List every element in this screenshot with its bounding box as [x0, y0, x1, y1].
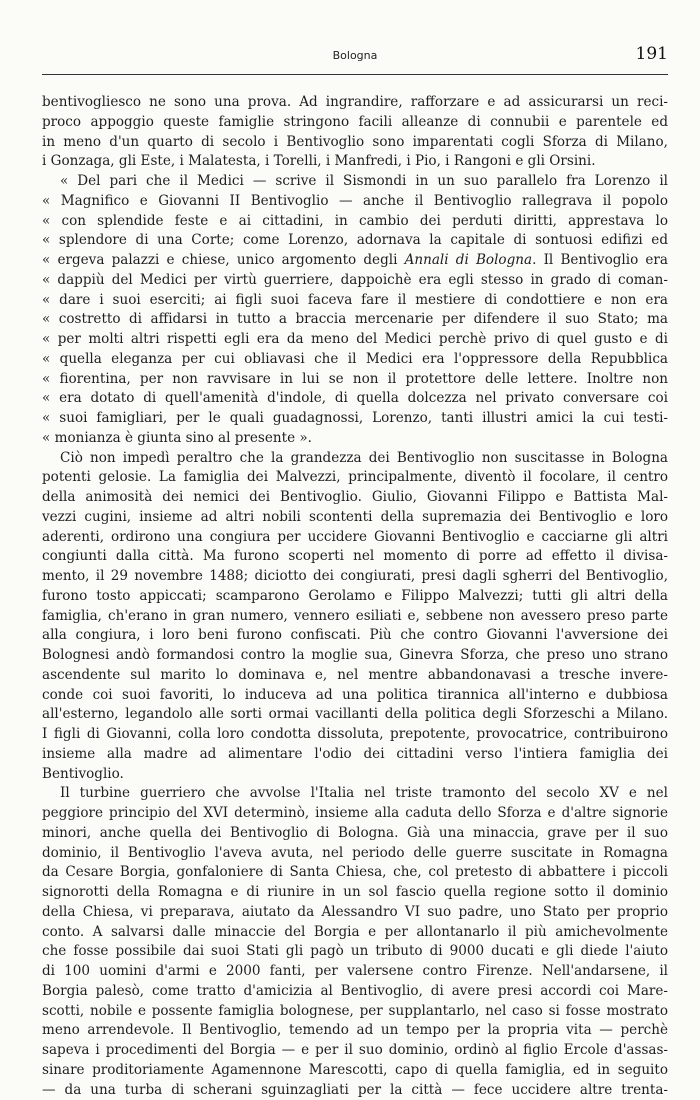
body-text: [42, 93, 668, 1100]
text-line: di 100 uomini d'armi e 2000 fanti, per valersene contro Firenze. Nell'andarsene, il: [42, 962, 668, 982]
text-line: conde coi suoi favoriti, lo induceva ad una politica tirannica all'interno e dubbiosa: [42, 686, 668, 706]
text-line: Borgia palesò, come tratto d'amicizia al Bentivoglio, di avere presi accordi coi Mare-: [42, 982, 668, 1002]
header-rule: [42, 74, 668, 75]
text-line: dominio, il Bentivoglio l'aveva avuta, nel periodo delle guerre suscitate in Romagna: [42, 844, 668, 864]
text-line: « quella eleganza per cui obliavasi che il Medici era l'oppressore della Repubblica: [42, 350, 668, 370]
text-line: « suoi famigliari, per le quali guadagnossi, Lorenzo, tanti illustri amici la cui testi-: [42, 409, 668, 429]
text-line: meno arrendevole. Il Bentivoglio, temendo ad un tempo per la propria vita — perchè: [42, 1021, 668, 1041]
page-number: 191: [636, 44, 668, 64]
text-line: Il turbine guerriero che avvolse l'Italia nel triste tramonto del secolo XV e nel: [42, 784, 668, 804]
text-line: « dare i suoi eserciti; ai figli suoi faceva fare il mestiere di condottiere e non era: [42, 291, 668, 311]
text-line: furono tosto appiccati; scamparono Gerolamo e Filippo Malvezzi; tutti gli altri della: [42, 587, 668, 607]
text-line: « ergeva palazzi e chiese, unico argomento degli Annali di Bologna. Il Bentivoglio era: [42, 251, 668, 271]
text-line: scotti, nobile e possente famiglia bolognese, per supplantarlo, nel caso si fosse mostrato: [42, 1002, 668, 1022]
text-line: — da una turba di scherani sguinzagliati per la città — fece uccidere altre trenta-: [42, 1081, 668, 1100]
text-line: « Magnifico e Giovanni II Bentivoglio — anche il Bentivoglio rallegrava il popolo: [42, 192, 668, 212]
text-line: della animosità dei nemici dei Bentivoglio. Giulio, Giovanni Filippo e Battista Mal-: [42, 488, 668, 508]
text-line: « con splendide feste e ai cittadini, in cambio dei perduti diritti, apprestava lo: [42, 212, 668, 232]
text-line: potenti gelosie. La famiglia dei Malvezzi, principalmente, diventò il focolare, il centro: [42, 468, 668, 488]
text-line: in meno d'un quarto di secolo i Bentivoglio sono imparentati cogli Sforza di Milano,: [42, 133, 668, 153]
page-header: [42, 44, 668, 70]
text-line: i Gonzaga, gli Este, i Malatesta, i Torelli, i Manfredi, i Pio, i Rangoni e gli Orsini.: [42, 152, 668, 172]
text-line: conto. A salvarsi dalle minaccie del Borgia e per allontanarlo il più amichevolmente: [42, 923, 668, 943]
text-line: bentivogliesco ne sono una prova. Ad ingrandire, rafforzare e ad assicurarsi un reci-: [42, 93, 668, 113]
text-line: Bolognesi andò formandosi contro la moglie sua, Ginevra Sforza, che preso uno strano: [42, 646, 668, 666]
text-line: che fosse possibile dai suoi Stati gli pagò un tributo di 9000 ducati e gli diede l'aiuto: [42, 942, 668, 962]
running-title: Bologna: [42, 49, 668, 62]
text-line: Bentivoglio.: [42, 765, 668, 785]
text-line: della Chiesa, vi preparava, aiutato da Alessandro VI suo padre, uno Stato per proprio: [42, 903, 668, 923]
text-line: sinare proditoriamente Agamennone Marescotti, capo di quella famiglia, ed in seguito: [42, 1061, 668, 1081]
text-line: « dappiù del Medici per virtù guerriere, dappoichè era egli stesso in grado di coman-: [42, 271, 668, 291]
text-line: insieme alla madre ad alimentare l'odio dei cittadini verso l'intiera famiglia dei: [42, 745, 668, 765]
italic-title: Annali di Bologna: [405, 252, 532, 268]
text-line: alla congiura, i loro beni furono confiscati. Più che contro Giovanni l'avversione dei: [42, 626, 668, 646]
text-line: minori, anche quella dei Bentivoglio di Bologna. Già una minaccia, grave per il suo: [42, 824, 668, 844]
text-line: congiunti dalla città. Ma furono scoperti nel momento di porre ad effetto il divisa-: [42, 547, 668, 567]
text-line: signorotti della Romagna e di riunire in un sol fascio quella regione sotto il dominio: [42, 883, 668, 903]
text-line: « splendore di una Corte; come Lorenzo, adornava la capitale di sontuosi edifizi ed: [42, 231, 668, 251]
text-line: « fiorentina, per non ravvisare in lui se non il protettore delle lettere. Inoltre non: [42, 370, 668, 390]
text-line: famiglia, ch'erano in gran numero, vennero esiliati e, sebbene non avessero preso parte: [42, 607, 668, 627]
text-line: « monianza è giunta sino al presente ».: [42, 429, 668, 449]
text-line: I figli di Giovanni, colla loro condotta dissoluta, prepotente, provocatrice, contribuirono: [42, 725, 668, 745]
text-line: sapeva i procedimenti del Borgia — e per il suo dominio, ordinò al figlio Ercole d'assas-: [42, 1041, 668, 1061]
text-line: « Del pari che il Medici — scrive il Sismondi in un suo parallelo fra Lorenzo il: [42, 172, 668, 192]
text-line: da Cesare Borgia, gonfaloniere di Santa Chiesa, che, col pretesto di abbattere i piccoli: [42, 863, 668, 883]
text-line: peggiore principio del XVI determinò, insieme alla caduta dello Sforza e d'altre signorie: [42, 804, 668, 824]
text-line: Ciò non impedì peraltro che la grandezza dei Bentivoglio non suscitasse in Bologna: [42, 449, 668, 469]
text-line: proco appoggio queste famiglie stringono facili alleanze di connubii e parentele ed: [42, 113, 668, 133]
text-line: mento, il 29 novembre 1488; diciotto dei congiurati, presi dagli sgherri del Bentivoglio,: [42, 567, 668, 587]
text-line: « per molti altri rispetti egli era da meno del Medici perchè privo di quel gusto e di: [42, 330, 668, 350]
text-line: « era dotato di quell'amenità d'indole, di quella dolcezza nel privato conversare coi: [42, 389, 668, 409]
text-line: « costretto di affidarsi in tutto a braccia mercenarie per difendere il suo Stato; ma: [42, 310, 668, 330]
text-line: all'esterno, legandolo alle sorti ormai vacillanti della politica degli Sforzeschi a Milano.: [42, 705, 668, 725]
text-line: vezzi cugini, insieme ad altri nobili scontenti della supremazia dei Bentivoglio e loro: [42, 508, 668, 528]
text-line: aderenti, ordirono una congiura per uccidere Giovanni Bentivoglio e cacciarne gli altri: [42, 528, 668, 548]
text-line: ascendente sul marito lo dominava e, nel mentre abbandonavasi a tresche invere-: [42, 666, 668, 686]
